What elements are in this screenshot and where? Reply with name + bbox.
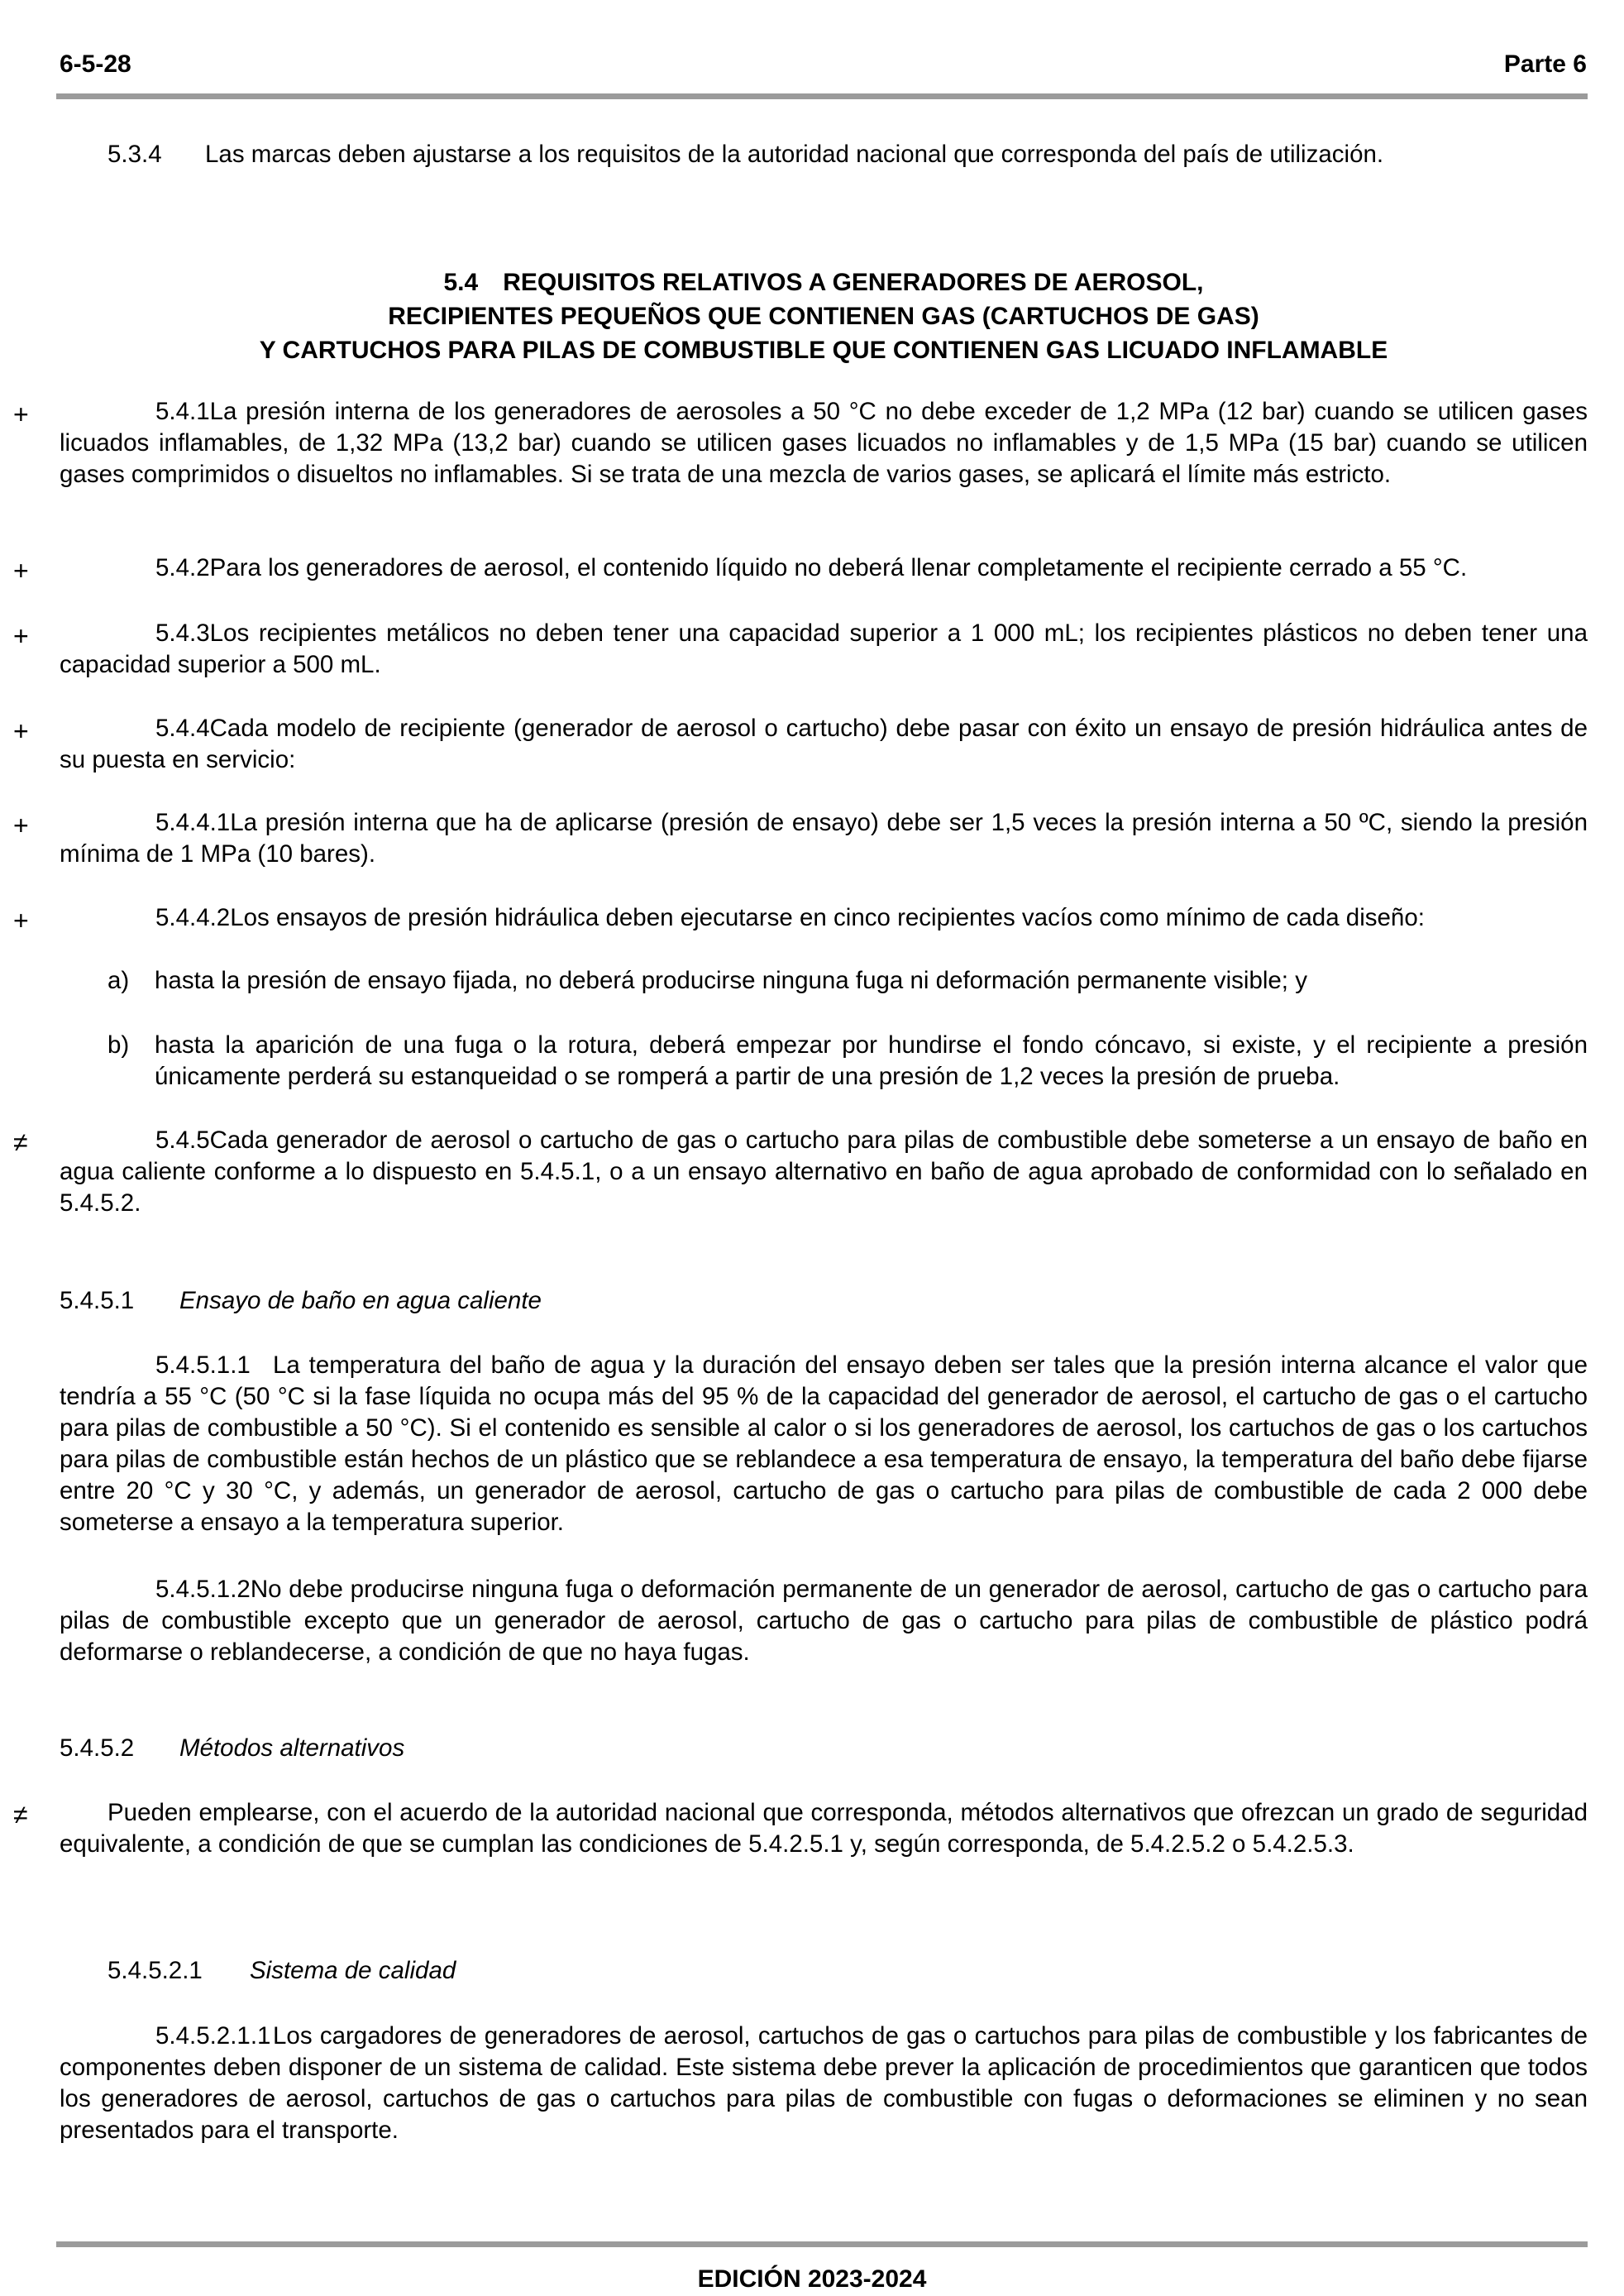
section-number: 5.4 [443,269,479,296]
list-item [107,965,1588,997]
section-title-line-1: REQUISITOS RELATIVOS A GENERADORES DE AEROSOL, [503,269,1204,296]
paragraph-5-4-4-2 [60,902,1588,934]
paragraph-text: Pueden emplearse, con el acuerdo de la autoridad nacional que corresponda, métodos alternativos que ofrezcan un grado de seguridad equivalente, a condición de que se cumplan las condiciones de 5.4.2.5.1 y, según corresponda, de 5.4.2.5.2 o 5.4.2.5.3. [60,1799,1588,1858]
paragraph-number: 5.4.3 [155,619,210,647]
list-item-label: b) [107,1031,130,1059]
paragraph-text: Cada generador de aerosol o cartucho de gas o cartucho para pilas de combustible debe someterse a un ensayo de baño en agua caliente conforme a lo dispuesto en 5.4.5.1, o a un ensayo alternativo en baño de agua aprobado de conformidad con lo señalado en 5.4.5.2. [60,1126,1588,1217]
paragraph-number: 5.4.4 [155,715,210,742]
paragraph-5-4-5-1-1 [60,1350,1588,1538]
subsection-title: Métodos alternativos [179,1734,405,1762]
paragraph-number: 5.4.1 [155,398,210,425]
footer-rule [56,2241,1588,2247]
subsection-number: 5.4.5.2 [60,1734,135,1762]
subsection-title: Sistema de calidad [250,1957,456,1984]
subsection-heading-5-4-5-2 [60,1733,404,1764]
paragraph-text: La presión interna de los generadores de aerosoles a 50 °C no debe exceder de 1,2 MPa (12 bar) cuando se utilicen gases licuados inflamables, de 1,32 MPa (13,2 bar) cuando se utilicen gases licuados no inflamables y de 1,5 MPa (15 bar) cuando se utilicen gases comprimidos o disueltos no inflamables. Si se trata de una mezcla de varios gases, se aplicará el límite más estricto. [60,398,1588,488]
paragraph-5-4-5 [60,1125,1588,1219]
page-number: 6-5-28 [60,50,131,78]
paragraph-text: No debe producirse ninguna fuga o deformación permanente de un generador de aerosol, cartucho de gas o cartucho para pilas de combustible excepto que un generador de aerosol, cartucho de gas o cartucho para pilas de combustible de plástico podrá deformarse o reblandecerse, a condición de que no haya fugas. [60,1576,1588,1666]
paragraph-text: Las marcas deben ajustarse a los requisitos de la autoridad nacional que corresponda del país de utilización. [205,141,1384,168]
paragraph-5-3-4 [107,139,1588,170]
subsection-heading-5-4-5-2-1 [107,1955,456,1987]
paragraph-text: Para los generadores de aerosol, el contenido líquido no deberá llenar completamente el recipiente cerrado a 55 °C. [209,554,1468,581]
amendment-plus-marker: + [13,906,29,935]
subsection-heading-5-4-5-1 [60,1285,542,1317]
paragraph-number: 5.4.5.2.1.1 [155,2022,271,2050]
amendment-plus-marker: + [13,811,29,840]
section-title-line-3: Y CARTUCHOS PARA PILAS DE COMBUSTIBLE QUE CONTIENEN GAS LICUADO INFLAMABLE [259,337,1388,364]
paragraph-text: La temperatura del baño de agua y la duración del ensayo deben ser tales que la presión interna alcance el valor que tendría a 55 °C (50 °C si la fase líquida no ocupa más del 95 % de la capacidad del generador de aerosol, el cartucho de gas o el cartucho para pilas de combustible a 50 °C). Si el contenido es sensible al calor o si los generadores de aerosol, los cartuchos de gas o los cartuchos para pilas de combustible están hechos de un plástico que se reblandece a esa temperatura de ensayo, la temperatura del baño debe fijarse entre 20 °C y 30 °C, y además, un generador de aerosol, cartucho de gas o cartucho para pilas de combustible de cada 2 000 debe someterse a ensayo a la temperatura superior. [60,1351,1588,1536]
list-item-label: a) [107,967,130,994]
paragraph-number: 5.4.4.1 [155,809,231,836]
edition-footer: EDICIÓN 2023-2024 [697,2265,927,2293]
subsection-number: 5.4.5.2.1 [107,1957,203,1984]
paragraph-text: Los ensayos de presión hidráulica deben ejecutarse en cinco recipientes vacíos como mínimo de cada diseño: [230,904,1425,931]
section-title-line-2: RECIPIENTES PEQUEÑOS QUE CONTIENEN GAS (CARTUCHOS DE GAS) [388,303,1259,330]
amendment-plus-marker: + [13,556,29,586]
section-title-5-4 [60,265,1588,367]
list-item-text: hasta la aparición de una fuga o la rotura, deberá empezar por hundirse el fondo cóncavo, si existe, y el recipiente a presión únicamente perderá su estanqueidad o se romperá a partir de una presión de 1,2 veces la presión de prueba. [155,1031,1588,1090]
paragraph-5-4-1 [60,396,1588,490]
amendment-plus-marker: + [13,399,29,429]
paragraph-text: Los recipientes metálicos no deben tener una capacidad superior a 1 000 mL; los recipientes plásticos no deben tener una capacidad superior a 500 mL. [60,619,1588,678]
amendment-plus-marker: + [13,716,29,746]
paragraph-number: 5.4.5.1.1 [155,1351,251,1379]
paragraph-5-4-5-1-2 [60,1574,1588,1668]
paragraph-5-4-5-2-1-1 [60,2021,1588,2146]
list-item [107,1030,1588,1093]
paragraph-5-4-5-2 [60,1797,1588,1860]
subsection-number: 5.4.5.1 [60,1287,135,1314]
paragraph-number: 5.4.2 [155,554,210,581]
paragraph-text: Los cargadores de generadores de aerosol, cartuchos de gas o cartuchos para pilas de combustible y los fabricantes de componentes deben disponer de un sistema de calidad. Este sistema debe prever la aplicación de procedimientos que garanticen que todos los generadores de aerosol, cartuchos de gas o cartuchos para pilas de combustible con fugas o deformaciones se eliminen y no sean presentados para el transporte. [60,2022,1588,2144]
paragraph-number: 5.4.4.2 [155,904,231,931]
paragraph-text: Cada modelo de recipiente (generador de aerosol o cartucho) debe pasar con éxito un ensayo de presión hidráulica antes de su puesta en servicio: [60,715,1588,773]
paragraph-number: 5.4.5 [155,1126,210,1154]
header-rule [56,93,1588,99]
paragraph-5-4-4-1 [60,807,1588,870]
amendment-neq-marker: ≠ [13,1127,28,1157]
part-label: Parte 6 [1503,50,1587,78]
amendment-neq-marker: ≠ [13,1800,28,1830]
paragraph-5-4-2 [60,552,1588,584]
paragraph-number: 5.3.4 [107,141,162,168]
paragraph-text: La presión interna que ha de aplicarse (presión de ensayo) debe ser 1,5 veces la presión interna a 50 ºC, siendo la presión mínima de 1 MPa (10 bares). [60,809,1588,868]
list-item-text: hasta la presión de ensayo fijada, no deberá producirse ninguna fuga ni deformación permanente visible; y [155,967,1307,994]
amendment-plus-marker: + [13,621,29,651]
paragraph-5-4-3 [60,618,1588,681]
subsection-title: Ensayo de baño en agua caliente [179,1287,542,1314]
paragraph-5-4-4 [60,713,1588,776]
paragraph-number: 5.4.5.1.2 [155,1576,251,1603]
